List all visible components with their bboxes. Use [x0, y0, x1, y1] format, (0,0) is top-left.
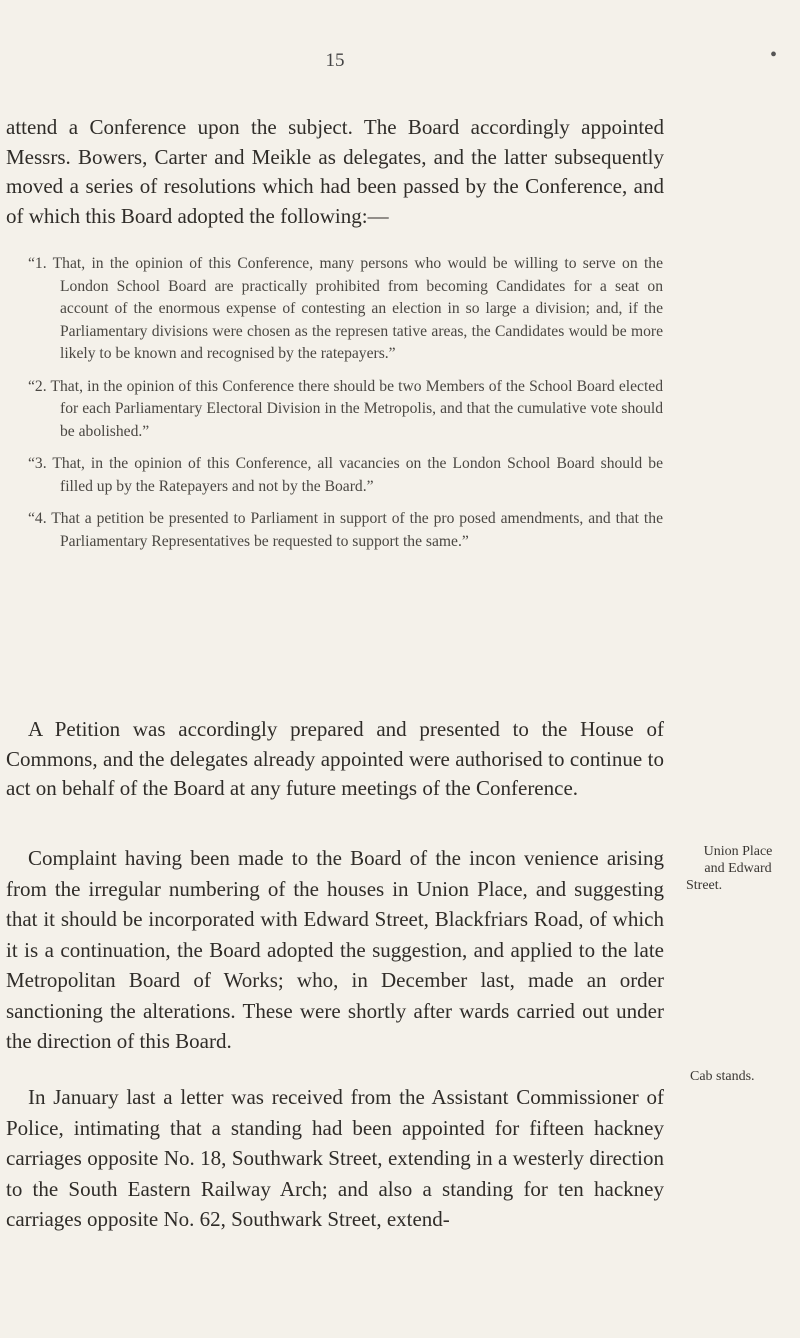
corner-mark: •	[770, 44, 778, 66]
margin-note-union-place	[678, 843, 798, 894]
union-place-paragraph: Complaint having been made to the Board of the incon venience arising from the irregular numbering of the houses in Union Place, and suggesting that it should be incorporated with Edward Street, Blackfriars Road, of which it is a continuation, the Board adopted the suggestion, and applied to the late Metropolitan Board of Works; who, in December last, made an order sanctioning the alterations. These were shortly after wards carried out under the direction of this Board.	[6, 846, 664, 1053]
intro-paragraph: attend a Conference upon the subject. The Board accordingly appointed Messrs. Bowers, Carter and Meikle as delegates, and the latter subsequently moved a series of resolutions which had been passed by the Conference, and of which this Board adopted the following:—	[6, 115, 664, 228]
page-number: 15	[325, 50, 345, 71]
resolutions-list	[28, 253, 663, 563]
resolution-1: “1. That, in the opinion of this Conference, many persons who would be willing to serve on the London School Board are practically prohibited from becoming Candidates for a seat on account of the enormous expense of contesting an election in so large a division; and, if the Parliamentary divisions were chosen as the represen tative areas, the Candidates would be more likely to be known and recognised by the ratepayers.”	[28, 255, 663, 362]
margin-note-line: and Edward	[704, 861, 772, 876]
resolution-2: “2. That, in the opinion of this Conference there should be two Members of the School Board elected for each Parliamentary Electoral Division in the Metropolis, and that the cumulative vote should be abolished.”	[28, 377, 663, 440]
resolution-4: “4. That a petition be presented to Parliament in support of the pro posed amendments, and that the Parliamentary Representatives be requested to support the same.”	[28, 510, 663, 550]
petition-paragraph: A Petition was accordingly prepared and presented to the House of Commons, and the delegates already appointed were authorised to continue to act on behalf of the Board at any future meetings of the Conference.	[6, 717, 664, 800]
cab-stands-paragraph: In January last a letter was received from the Assistant Commissioner of Police, intimating that a standing had been appointed for fifteen hackney carriages opposite No. 18, Southwark Street, extending in a westerly direction to the South Eastern Railway Arch; and also a standing for ten hackney carriages opposite No. 62, Southwark Street, extend-	[6, 1085, 664, 1231]
resolution-3: “3. That, in the opinion of this Conference, all vacancies on the London School Board should be filled up by the Ratepayers and not by the Board.”	[28, 455, 663, 495]
margin-note-line: Union Place	[703, 844, 773, 859]
margin-note-line: Street.	[686, 878, 723, 893]
margin-note-cab-stands: Cab stands.	[690, 1069, 755, 1084]
